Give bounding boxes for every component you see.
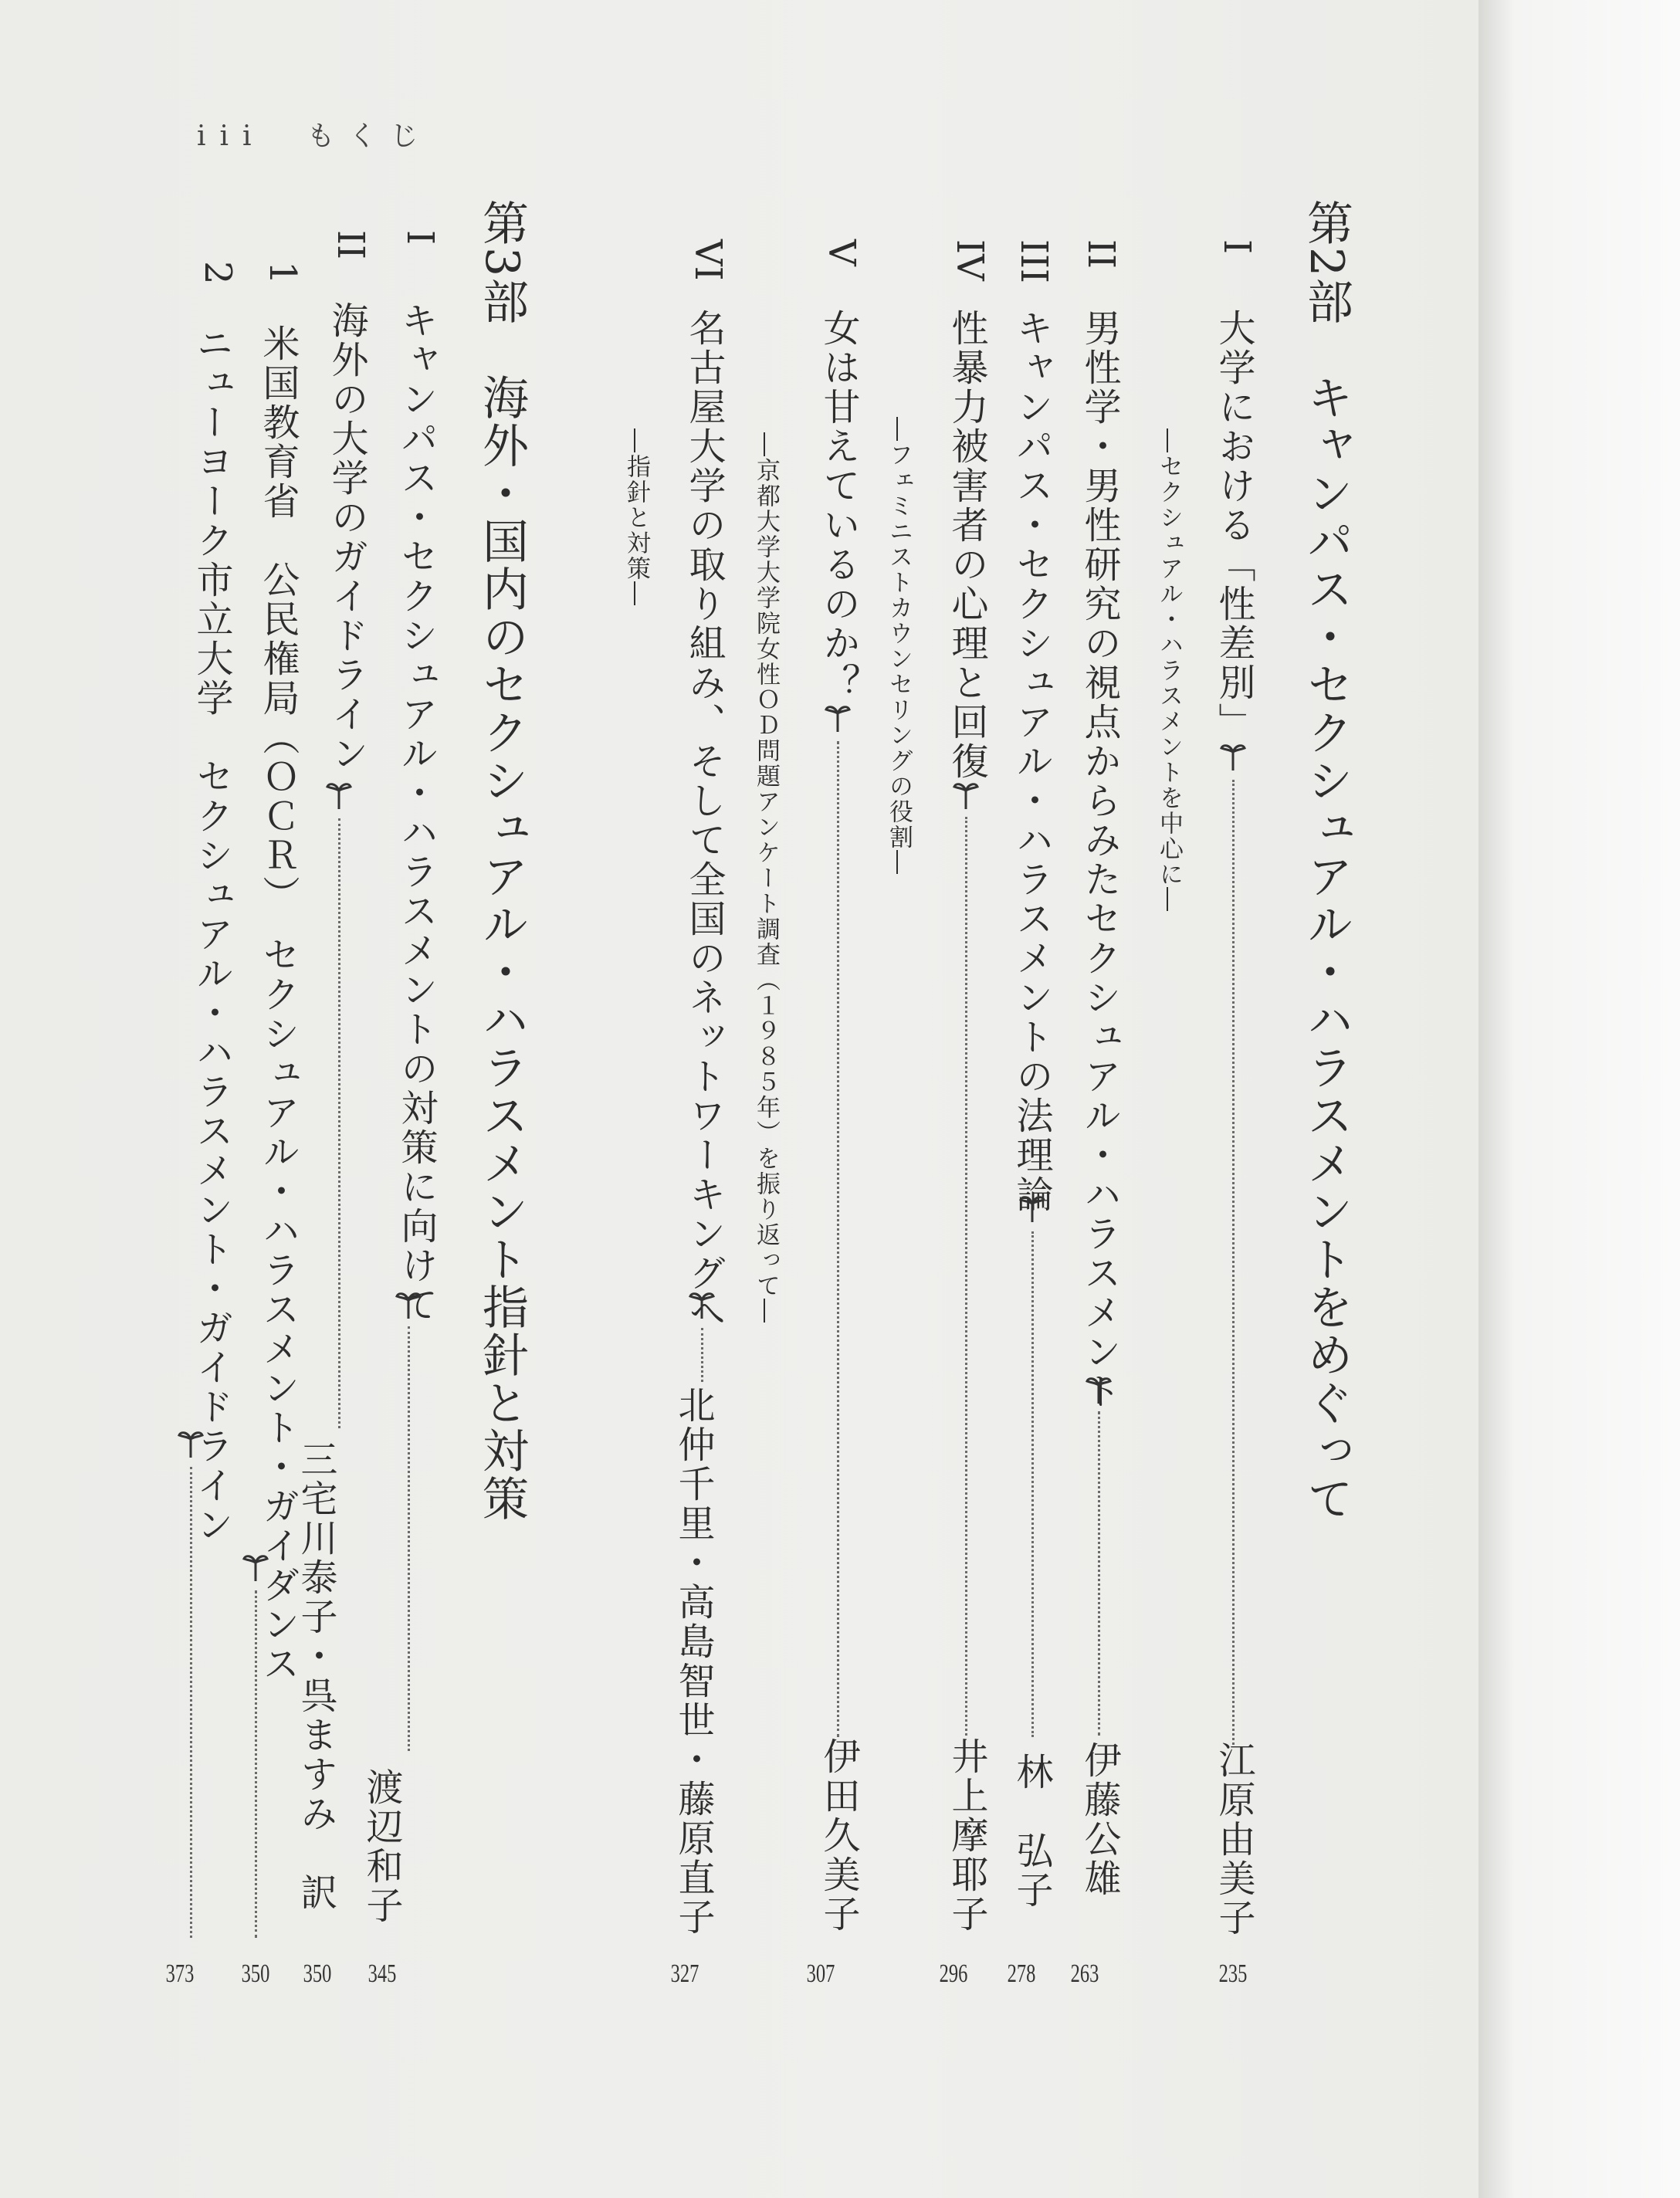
leaf-ornament-icon bbox=[687, 1289, 716, 1320]
part2-entry2-num: II bbox=[1079, 239, 1123, 269]
part2-entry3-title: キャンパス・セクシュアル・ハラスメントの法理論 bbox=[1010, 309, 1053, 1214]
part3-entry1-title: キャンパス・セクシュアル・ハラスメントの対策に向けて bbox=[395, 301, 438, 1325]
toc-leader-dots bbox=[837, 741, 839, 1737]
running-header: iii もくじ bbox=[197, 120, 432, 152]
leaf-ornament-icon bbox=[324, 780, 354, 811]
part2-entry2-author: 伊藤公雄 bbox=[1078, 1741, 1121, 1898]
part3-entry1-num: I bbox=[398, 230, 442, 245]
part2-entry3-author: 林 弘子 bbox=[1010, 1753, 1053, 1910]
part2-entry5-title: 女は甘えているのか？ bbox=[817, 309, 860, 703]
toc-leader-dots bbox=[965, 817, 967, 1736]
leaf-ornament-icon bbox=[241, 1552, 270, 1583]
part2-entry6-title: 名古屋大学の取り組み、そして全国のネットワーキングへ bbox=[682, 309, 726, 1333]
leaf-ornament-icon bbox=[823, 703, 852, 733]
part2-entry2-page: 263 bbox=[1070, 1959, 1099, 1988]
toc-leader-dots bbox=[255, 1590, 257, 1938]
leaf-ornament-icon bbox=[1018, 1193, 1047, 1224]
part3-entry4-num: 2 bbox=[196, 261, 239, 285]
part2-title: 第2部 キャンパス・セクシュアル・ハラスメントをめぐって bbox=[1299, 199, 1353, 1523]
part2-entry3-num: III bbox=[1012, 239, 1055, 283]
part2-entry1-num: I bbox=[1215, 239, 1258, 254]
part2-entry1-author: 江原由美子 bbox=[1212, 1741, 1255, 1938]
part3-entry2-title: 海外の大学のガイドライン bbox=[325, 301, 368, 774]
toc-leader-dots bbox=[1031, 1231, 1034, 1737]
part3-entry1-page: 345 bbox=[368, 1959, 397, 1988]
leaf-ornament-icon bbox=[1084, 1374, 1113, 1405]
part3-entry3-num: 1 bbox=[261, 261, 304, 285]
toc-leader-dots bbox=[701, 1328, 703, 1382]
leaf-ornament-icon bbox=[394, 1289, 423, 1320]
toc-leader-dots bbox=[190, 1467, 192, 1938]
part3-entry3-page: 350 bbox=[241, 1959, 270, 1988]
part2-entry1-title: 大学における「性差別」 bbox=[1212, 309, 1255, 742]
part2-entry5-author: 伊田久美子 bbox=[817, 1737, 860, 1934]
part2-entry6-num: VI bbox=[686, 239, 730, 281]
part2-entry5-page: 307 bbox=[806, 1959, 835, 1988]
page-edge bbox=[1478, 0, 1680, 2198]
part3-entry4-page: 373 bbox=[165, 1959, 195, 1988]
part3-entry2-page: 350 bbox=[303, 1959, 332, 1988]
part2-entry5-subtitle: ―京都大学大学院女性ＯＤ問題アンケート調査（１９８５年）を振り返って― bbox=[752, 432, 780, 1324]
part2-entry1-subtitle: ―セクシュアル・ハラスメントを中心に― bbox=[1155, 428, 1183, 913]
part2-entry4-page: 296 bbox=[939, 1959, 968, 1988]
leaf-ornament-icon bbox=[951, 780, 981, 811]
part2-entry6-author: 北仲千里・高島智世・藤原直子 bbox=[672, 1386, 715, 1937]
part2-entry6-subtitle: ―指針と対策― bbox=[622, 428, 650, 607]
leaf-ornament-icon bbox=[176, 1428, 205, 1459]
toc-leader-dots bbox=[1098, 1411, 1100, 1736]
part2-entry4-title: 性暴力被害者の心理と回復 bbox=[945, 309, 988, 781]
leaf-ornament-icon bbox=[1218, 741, 1248, 772]
part2-entry4-subtitle: ―フェミニストカウンセリングの役割― bbox=[885, 417, 913, 875]
toc-leader-dots bbox=[1232, 780, 1235, 1745]
part3-entry1-author: 渡辺和子 bbox=[360, 1768, 403, 1925]
part2-entry2-title: 男性学・男性研究の視点からみたセクシュアル・ハラスメント bbox=[1078, 309, 1121, 1411]
part3-entry3-title: 米国教育省 公民権局（ＯＣＲ） セクシュアル・ハラスメント・ガイダンス bbox=[256, 324, 300, 1684]
part3-entry2-author: 三宅川泰子・呉ますみ 訳 bbox=[294, 1440, 337, 1912]
part2-entry4-num: IV bbox=[948, 239, 991, 281]
toc-leader-dots bbox=[408, 1326, 410, 1751]
part2-entry1-page: 235 bbox=[1218, 1959, 1248, 1988]
toc-leader-dots bbox=[338, 818, 340, 1428]
part3-title: 第3部 海外・国内のセクシュアル・ハラスメント指針と対策 bbox=[475, 199, 529, 1523]
part2-entry6-page: 327 bbox=[670, 1959, 699, 1988]
part2-entry4-author: 井上摩耶子 bbox=[945, 1737, 988, 1934]
part2-entry5-num: V bbox=[820, 239, 863, 266]
part3-entry4-title: ニューヨーク市立大学 セクシュアル・ハラスメント・ガイドライン bbox=[190, 324, 233, 1545]
part2-entry3-page: 278 bbox=[1007, 1959, 1036, 1988]
part3-entry2-num: II bbox=[329, 230, 372, 259]
